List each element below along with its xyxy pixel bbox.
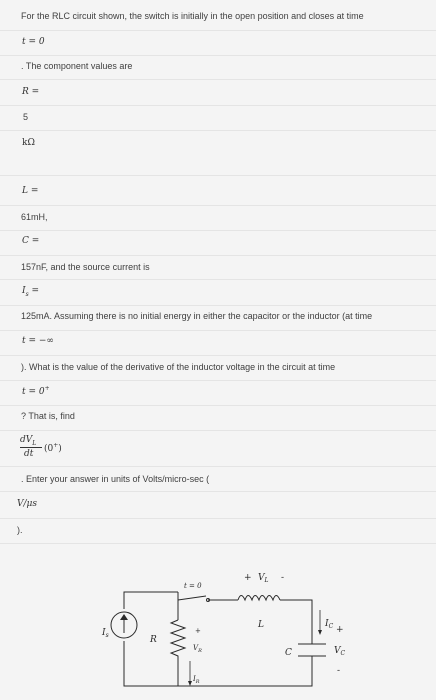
units-expr: V/μs — [17, 499, 37, 509]
time-zero-plus-expr: t = 0+ — [22, 385, 50, 397]
rlc-circuit-diagram — [0, 540, 436, 700]
closing-text: ). — [17, 525, 23, 535]
wire-left — [124, 592, 178, 609]
inductor-voltage-minus: - — [281, 573, 285, 583]
resistor-label: R — [150, 635, 157, 645]
row-band — [0, 105, 436, 131]
row-band — [0, 30, 436, 56]
wire-bottom — [124, 641, 312, 686]
that-is-text: ? That is, find — [21, 411, 75, 421]
row-band — [0, 175, 436, 206]
time-zero-expr: t = 0 — [22, 37, 45, 47]
row-band — [0, 330, 436, 356]
components-text: . The component values are — [21, 61, 133, 71]
inductor-voltage-label: $V_L$ — [258, 573, 269, 584]
resistor-voltage-label: $V_R$ — [193, 644, 202, 654]
inductance-label: L = — [22, 186, 39, 196]
capacitor-label: C — [285, 648, 292, 658]
row-band — [0, 79, 436, 106]
derivative-argument: (0+) — [44, 442, 62, 454]
capacitor-voltage-label: $V_C$ — [334, 646, 346, 657]
inductor-label: L — [258, 620, 264, 630]
resistor-voltage-plus: + — [195, 627, 201, 635]
capacitor-current-arrowhead — [318, 630, 322, 635]
row-band — [0, 279, 436, 306]
source-current-label: $I_s$ = — [22, 286, 40, 298]
row-band — [0, 230, 436, 256]
inductor-symbol — [238, 596, 280, 601]
intro-text: For the RLC circuit shown, the switch is initially in the open position and closes at time — [21, 11, 364, 21]
resistor-current-label: $I_R$ — [193, 675, 200, 685]
wire-inductor-to-right — [280, 600, 312, 644]
inductor-voltage-plus: + — [244, 573, 252, 583]
row-band — [0, 491, 436, 519]
derivative-expression — [20, 435, 80, 463]
resistance-label: R = — [22, 87, 40, 97]
time-neg-infinity-expr: t = −∞ — [22, 336, 54, 346]
fraction-bar — [20, 447, 42, 448]
derivative-numerator: $dV_L$ — [20, 435, 37, 447]
capacitor-voltage-plus: + — [336, 625, 344, 635]
row-band — [0, 380, 436, 406]
derivative-denominator: dt — [24, 449, 34, 459]
row-band — [0, 205, 436, 231]
question-text: ). What is the value of the derivative of the inductor voltage in the circuit at time — [21, 362, 336, 372]
capacitor-current-label: $I_C$ — [325, 619, 334, 630]
source-current-label: $I_s$ — [102, 628, 109, 639]
resistance-value: 5 — [23, 112, 29, 122]
capacitance-value: 157nF, and the source current is — [21, 262, 150, 272]
enter-answer-text: . Enter your answer in units of Volts/micro-sec ( — [21, 474, 210, 484]
capacitance-label: C = — [22, 236, 40, 246]
source-current-value: 125mA. Assuming there is no initial energy in either the capacitor or the inductor (at time — [21, 311, 373, 321]
resistor-current-arrowhead — [188, 681, 192, 686]
row-band — [0, 130, 436, 176]
inductance-value: 61mH, — [21, 212, 48, 222]
switch-label: t = 0 — [184, 582, 202, 590]
resistor-symbol — [171, 620, 185, 660]
resistance-unit: kΩ — [22, 138, 35, 148]
current-source-arrowhead — [120, 614, 128, 620]
switch-blade — [178, 596, 206, 600]
capacitor-voltage-minus: - — [337, 666, 341, 676]
